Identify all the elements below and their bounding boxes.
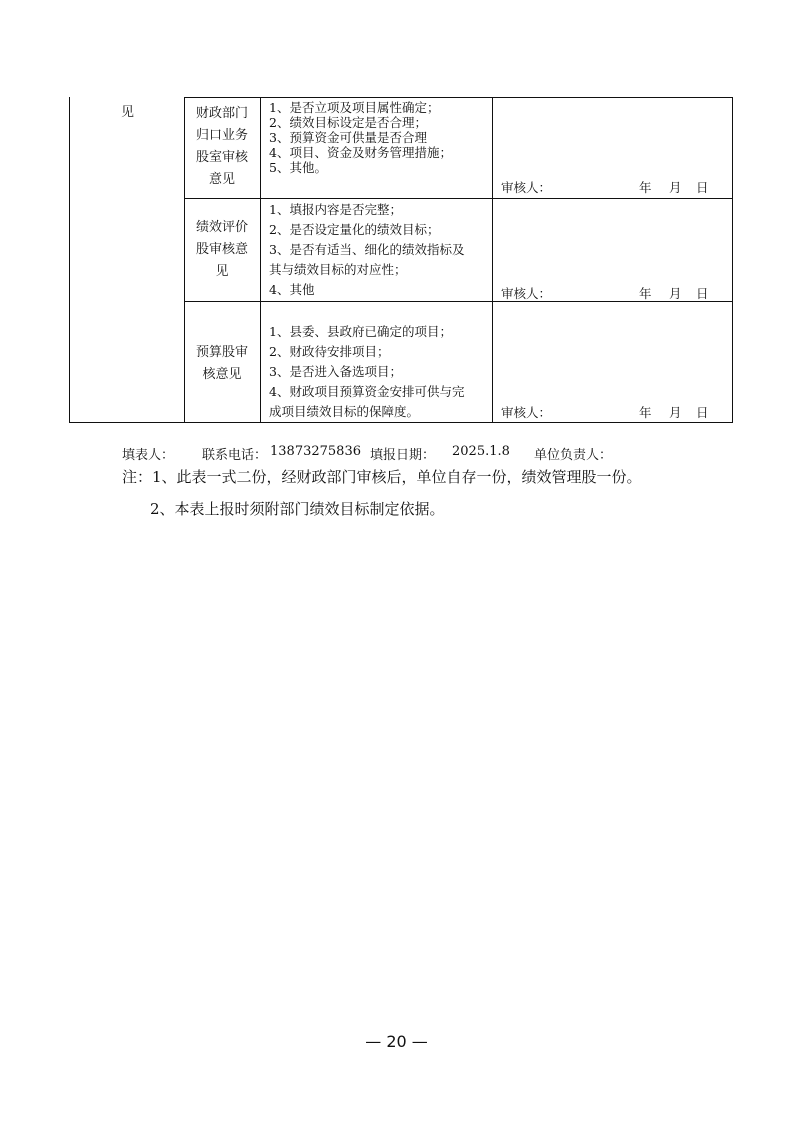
list-item: 2、财政待安排项目； <box>269 344 390 359</box>
year-label: 年 <box>639 405 652 420</box>
list-item: 1、填报内容是否完整； <box>269 202 402 217</box>
day-label: 日 <box>696 405 709 420</box>
list-item: 3、是否进入备选项目； <box>269 364 402 379</box>
unit-head-label: 单位负责人： <box>534 448 613 463</box>
section-label: 见 <box>121 105 135 120</box>
list-item: 4、财政项目预算资金安排可供与完 <box>269 384 465 399</box>
table-bottom-border <box>69 422 733 423</box>
dept-label-budget: 预算股审 核意见 <box>195 345 248 382</box>
list-item: 2、是否设定量化的绩效目标； <box>269 222 440 237</box>
date-label: 填报日期： <box>370 448 436 463</box>
day-label: 日 <box>696 286 709 301</box>
review-table <box>69 97 733 423</box>
date-value: 2025.1.8 <box>452 444 510 459</box>
filler-label: 填表人： <box>122 448 175 463</box>
month-label: 月 <box>669 180 682 195</box>
list-item: 1、县委、县政府已确定的项目； <box>269 324 452 339</box>
list-item: 4、其他 <box>269 282 315 297</box>
column-divider-1 <box>184 97 185 423</box>
row-divider-1 <box>184 198 733 199</box>
reviewer-label: 审核人： <box>501 286 552 301</box>
reviewer-label: 审核人： <box>501 405 552 420</box>
list-item: 3、预算资金可供量是否合理 <box>269 130 427 145</box>
table-right-border <box>732 97 733 423</box>
dept-label-performance: 绩效评价 股审核意 见 <box>195 220 248 279</box>
year-label: 年 <box>639 286 652 301</box>
day-label: 日 <box>696 180 709 195</box>
list-item: 1、是否立项及项目属性确定； <box>269 100 440 115</box>
list-item: 其与绩效目标的对应性； <box>269 262 407 277</box>
month-label: 月 <box>669 405 682 420</box>
note-1: 注：1、此表一式二份，经财政部门审核后，单位自存一份，绩效管理股一份。 <box>122 468 642 486</box>
list-item: 5、其他。 <box>269 160 327 175</box>
list-item: 4、项目、资金及财务管理措施； <box>269 145 452 160</box>
note-2: 2、本表上报时须附部门绩效目标制定依据。 <box>150 500 445 518</box>
criteria-list-budget <box>269 322 464 422</box>
list-item: 2、绩效目标设定是否合理； <box>269 115 427 130</box>
column-divider-3 <box>492 97 493 423</box>
year-label: 年 <box>639 180 652 195</box>
dept-label-finance: 财政部门 归口业务 股室审核 意见 <box>195 106 248 187</box>
table-top-border <box>184 97 733 98</box>
phone-label: 联系电话： <box>202 448 268 463</box>
criteria-list-performance <box>269 200 464 300</box>
column-divider-2 <box>260 97 261 423</box>
list-item: 成项目绩效目标的保障度。 <box>269 404 420 419</box>
list-item: 3、是否有适当、细化的绩效指标及 <box>269 242 465 257</box>
page-number: — 20 — <box>365 1032 428 1051</box>
reviewer-label: 审核人： <box>501 180 552 195</box>
month-label: 月 <box>669 286 682 301</box>
phone-value: 13873275836 <box>270 444 361 459</box>
criteria-list-finance <box>269 100 452 175</box>
table-left-border <box>69 97 70 423</box>
